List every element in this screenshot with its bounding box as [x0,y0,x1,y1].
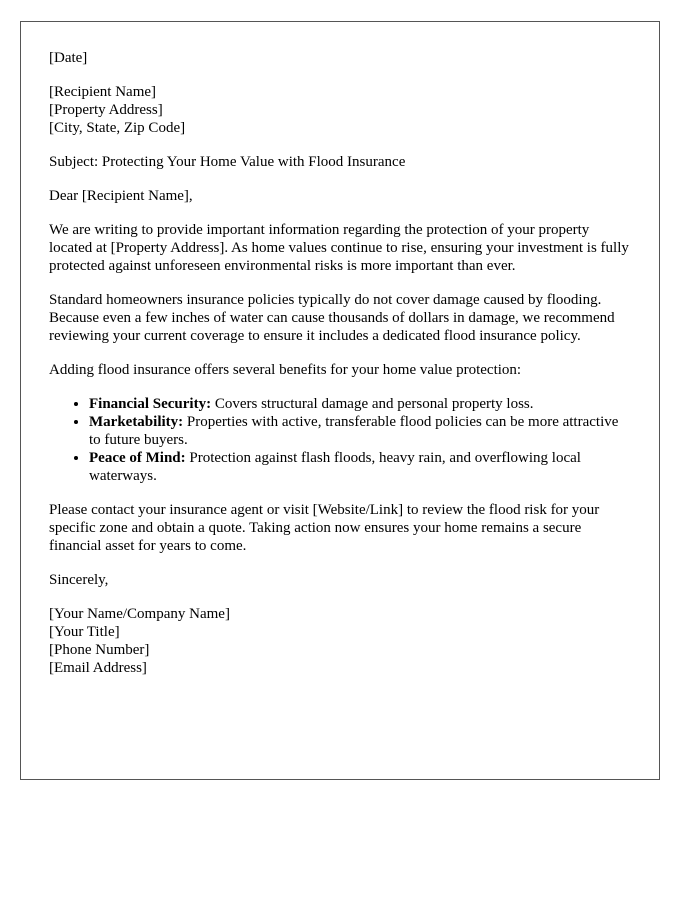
list-item [89,395,631,413]
signature-title: [Your Title] [49,624,120,640]
recipient-address: [Property Address] [49,102,163,118]
benefit-title: Marketability: [89,414,184,430]
letter-page [20,21,660,780]
recipient-block [49,83,631,137]
benefit-text: Properties with active, transferable flood policies can be more attractive to future buyers. [89,414,619,448]
intro-paragraph: We are writing to provide important information regarding the protection of your property located at [Property Address]. As home values continue to rise, ensuring your investment is fully protected against unforeseen environmental risks is more important than ever. [49,222,629,274]
coverage-paragraph: Standard homeowners insurance policies typically do not cover damage caused by flooding. Because even a few inches of water can cause thousands of dollars in damage, we recommend reviewing your current coverage to ensure it includes a dedicated flood insurance policy. [49,292,615,344]
benefit-text: Covers structural damage and personal property loss. [211,396,534,412]
benefits-intro: Adding flood insurance offers several benefits for your home value protection: [49,362,522,378]
signature-phone: [Phone Number] [49,642,150,658]
sign-off: Sincerely, [49,572,109,588]
signature-block [49,605,631,677]
list-item [89,449,631,485]
benefit-text: Protection against flash floods, heavy rain, and overflowing local waterways. [89,450,581,484]
benefit-title: Peace of Mind: [89,450,186,466]
subject-line: Subject: Protecting Your Home Value with Flood Insurance [49,154,406,170]
signature-name: [Your Name/Company Name] [49,606,230,622]
recipient-city-state-zip: [City, State, Zip Code] [49,120,186,136]
closing-paragraph: Please contact your insurance agent or visit [Website/Link] to review the flood risk for your specific zone and obtain a quote. Taking action now ensures your home remains a secure financial asset for years to come. [49,502,600,554]
recipient-name: [Recipient Name] [49,84,157,100]
date-line [49,49,631,67]
list-item [89,413,631,449]
benefits-list [49,395,631,485]
signature-email: [Email Address] [49,660,147,676]
date-text: [Date] [49,50,88,66]
salutation: Dear [Recipient Name], [49,188,193,204]
benefit-title: Financial Security: [89,396,212,412]
